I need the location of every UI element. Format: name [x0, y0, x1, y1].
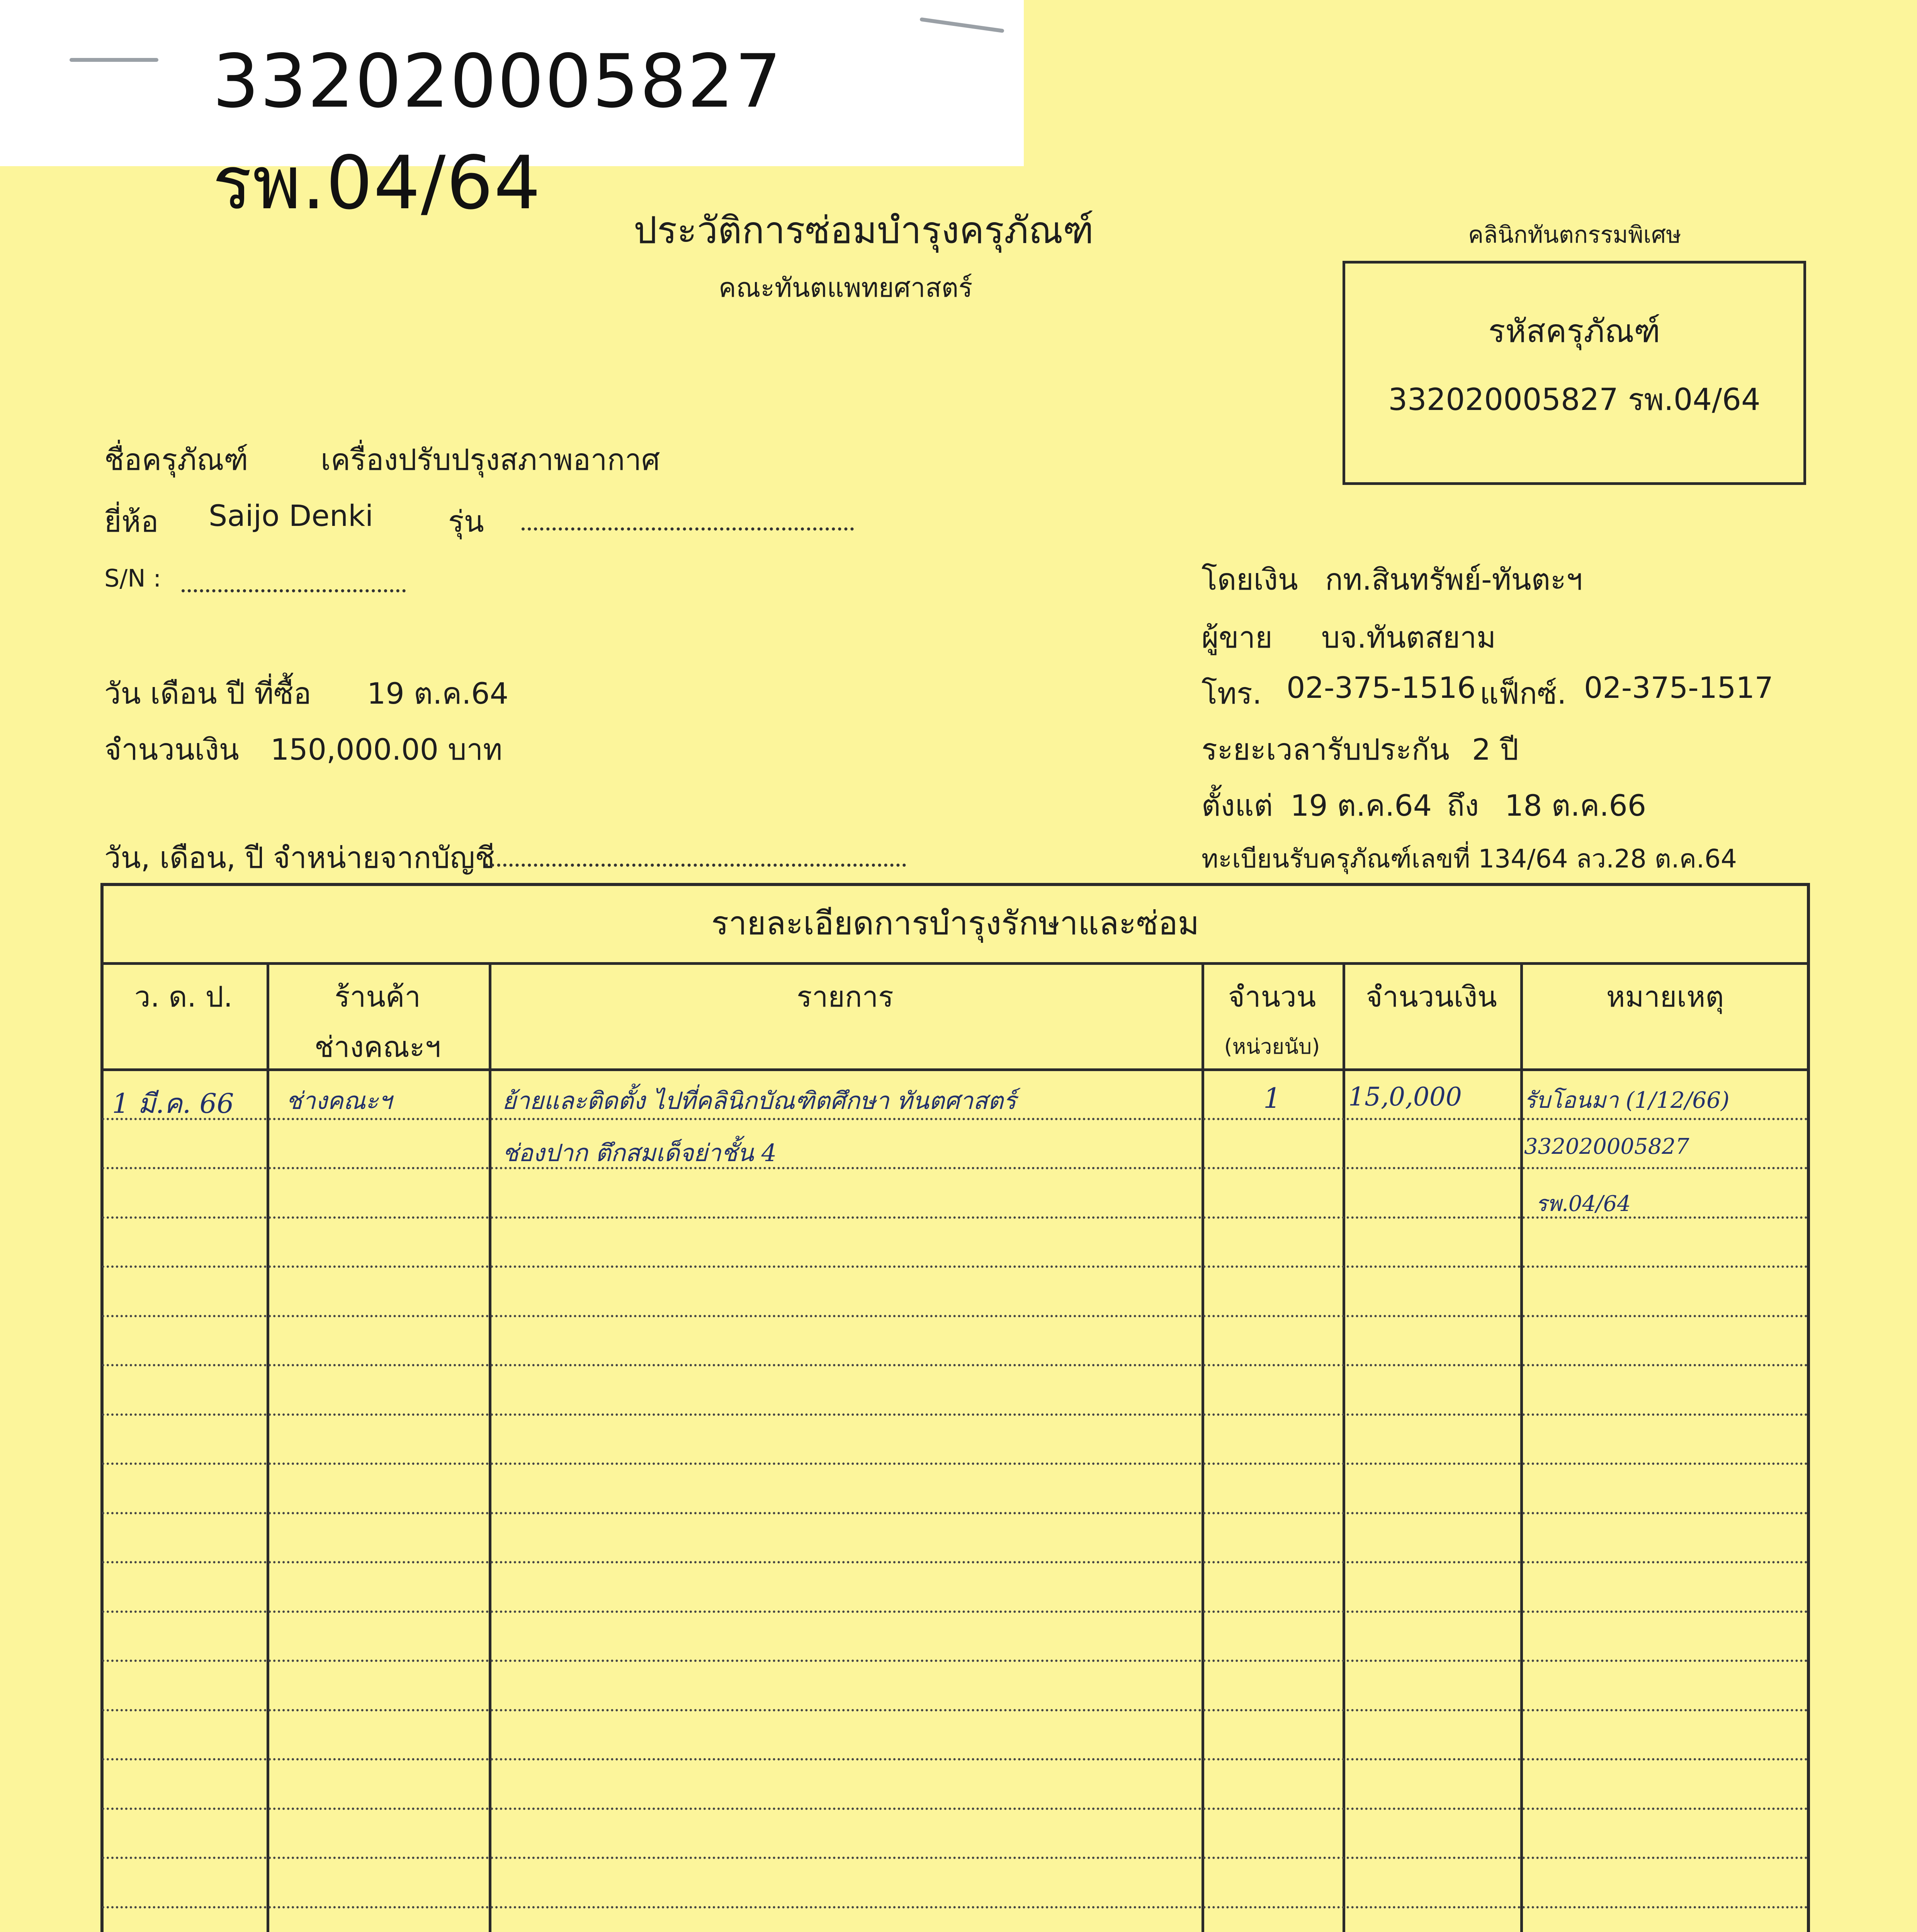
entry-amount: 15,0,000: [1348, 1082, 1462, 1112]
table-row-rule: [102, 1611, 1808, 1613]
table-title: รายละเอียดการบำรุงรักษาและซ่อม: [711, 904, 1199, 942]
entry-date: 1 มี.ค. 66: [112, 1088, 234, 1119]
header-amount: จำนวนเงิน: [1366, 980, 1497, 1014]
table-row-rule: [102, 1808, 1808, 1810]
warranty-from-label: ตั้งแต่: [1202, 788, 1273, 823]
clinic-name: คลินิกทันตกรรมพิเศษ: [1468, 221, 1681, 248]
document-subtitle: คณะทันตแพทยศาสตร์: [719, 273, 973, 303]
amount-label: จำนวนเงิน: [104, 732, 239, 767]
column-divider: [1520, 962, 1523, 1932]
document-title: ประวัติการซ่อมบำรุงครุภัณฑ์: [634, 209, 1094, 252]
scan-mark: [70, 58, 158, 62]
table-row-rule: [102, 1709, 1808, 1711]
entry-note-line2: 332020005827: [1524, 1134, 1689, 1159]
register-number: ทะเบียนรับครุภัณฑ์เลขที่ 134/64 ลว.28 ต.ค.64: [1202, 844, 1737, 874]
column-divider: [267, 962, 269, 1932]
equipment-name-label: ชื่อครุภัณฑ์: [104, 442, 248, 477]
entry-shop: ช่างคณะฯ: [286, 1087, 392, 1115]
scan-mark: [919, 17, 1004, 33]
model-blank: [522, 527, 854, 531]
serial-label: S/N :: [104, 564, 161, 592]
table-row-rule: [102, 1167, 1808, 1169]
column-divider: [1343, 962, 1345, 1932]
table-row-rule: [102, 1857, 1808, 1859]
header-shop-line1: ร้านค้า: [335, 980, 421, 1014]
fund-label: โดยเงิน: [1202, 562, 1298, 597]
table-row-rule: [102, 1758, 1808, 1760]
header-date: ว. ด. ป.: [134, 980, 233, 1014]
table-row-rule: [102, 1660, 1808, 1662]
header-qty-line2: (หน่วยนับ): [1224, 1034, 1320, 1059]
table-title-divider: [100, 962, 1810, 965]
asset-label-sticker: [0, 0, 1024, 226]
entry-note-line3: รพ.04/64: [1536, 1191, 1631, 1216]
vendor-value: บจ.ทันตสยาม: [1321, 620, 1496, 655]
asset-label-text: 332020005827 รพ.04/64: [212, 39, 782, 226]
equipment-name-value: เครื่องปรับปรุงสภาพอากาศ: [321, 442, 660, 477]
purchase-date-label: วัน เดือน ปี ที่ซื้อ: [104, 676, 311, 711]
equipment-code-box: [1343, 261, 1806, 485]
table-row-rule: [102, 1512, 1808, 1514]
equipment-code-title: รหัสครุภัณฑ์: [1488, 313, 1660, 350]
table-row-rule: [102, 1906, 1808, 1908]
entry-item-line1: ย้ายและติดตั้ง ไปที่คลินิกบัณฑิตศึกษา ทันตศาสตร์: [502, 1087, 1016, 1115]
table-row-rule: [102, 1265, 1808, 1268]
header-shop-line2: ช่างคณะฯ: [314, 1031, 441, 1064]
model-label: รุ่น: [448, 504, 484, 539]
header-note: หมายเหตุ: [1606, 980, 1724, 1014]
purchase-date-value: 19 ต.ค.64: [367, 676, 509, 711]
header-item: รายการ: [797, 980, 894, 1014]
disposal-date-label: วัน, เดือน, ปี จำหน่ายจากบัญชี: [104, 840, 495, 875]
disposal-blank: [485, 864, 906, 867]
phone-label: โทร.: [1202, 676, 1262, 711]
brand-label: ยี่ห้อ: [104, 504, 159, 539]
header-qty-line1: จำนวน: [1228, 980, 1316, 1014]
fund-value: กท.สินทรัพย์-ทันตะฯ: [1325, 562, 1583, 597]
phone-value: 02-375-1516: [1286, 670, 1476, 705]
vendor-label: ผู้ขาย: [1202, 620, 1273, 655]
brand-value: Saijo Denki: [209, 498, 374, 533]
fax-value: 02-375-1517: [1584, 670, 1774, 705]
warranty-to-label: ถึง: [1447, 788, 1479, 823]
warranty-to-value: 18 ต.ค.66: [1505, 788, 1647, 823]
warranty-value: 2 ปี: [1472, 732, 1519, 767]
fax-label: แฟ็กซ์.: [1480, 676, 1567, 711]
entry-qty: 1: [1263, 1082, 1281, 1114]
column-divider: [1202, 962, 1204, 1932]
warranty-label: ระยะเวลารับประกัน: [1202, 732, 1450, 767]
table-row-rule: [102, 1364, 1808, 1366]
table-row-rule: [102, 1413, 1808, 1416]
warranty-from-value: 19 ต.ค.64: [1290, 788, 1432, 823]
column-divider: [489, 962, 491, 1932]
amount-value: 150,000.00 บาท: [270, 732, 503, 767]
table-row-rule: [102, 1561, 1808, 1563]
table-row-rule: [102, 1463, 1808, 1465]
table-row-rule: [102, 1315, 1808, 1317]
equipment-code-value: 332020005827 รพ.04/64: [1388, 383, 1761, 417]
serial-blank: [182, 589, 406, 592]
entry-note-line1: รับโอนมา (1/12/66): [1524, 1087, 1730, 1113]
entry-item-line2: ช่องปาก ตึกสมเด็จย่าชั้น 4: [502, 1139, 777, 1167]
